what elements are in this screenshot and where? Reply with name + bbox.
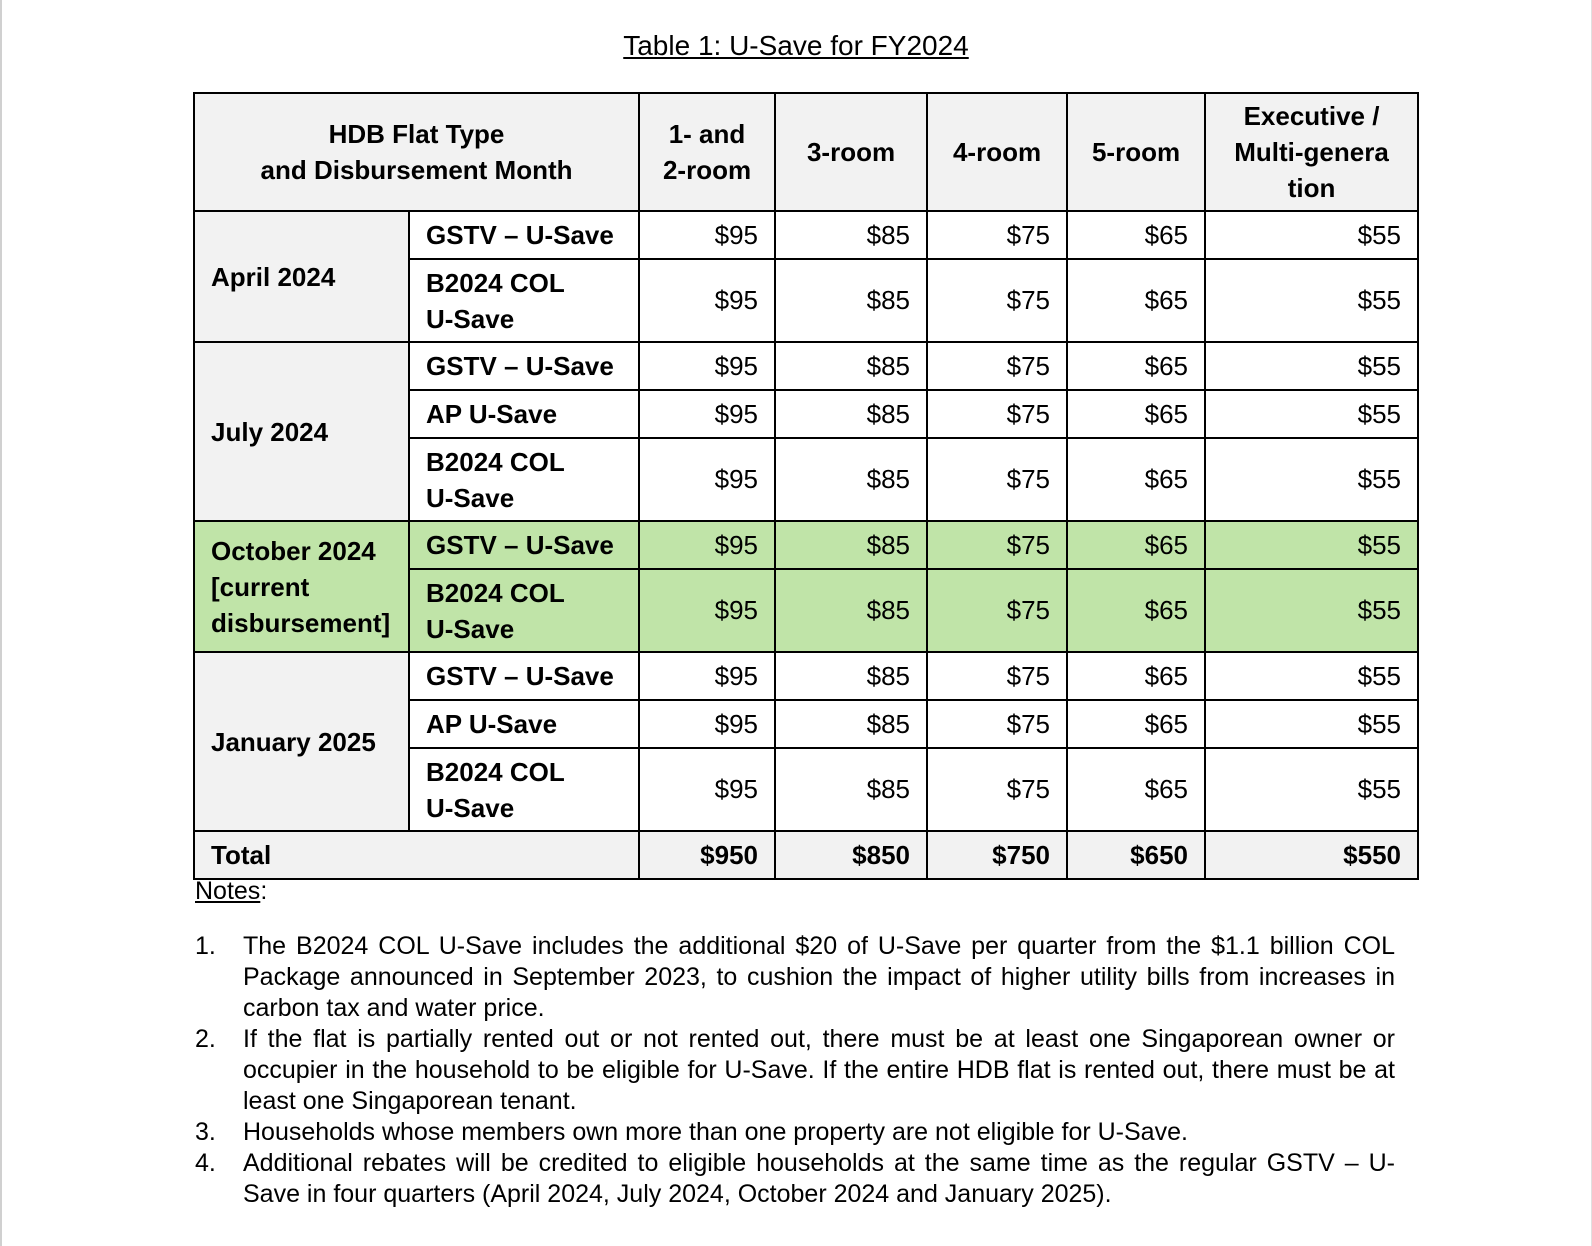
header-col-5-line2: Multi-genera xyxy=(1234,137,1389,167)
component-line2: U-Save xyxy=(426,613,515,644)
note-text: Additional rebates will be credited to eligible households at the same time as the regular GSTV – U-Save in four quarters (April 2024, July 2024, October 2024 and January 2025). xyxy=(243,1149,1395,1208)
component-cell: GSTV – U-Save xyxy=(409,521,639,569)
value-cell: $55 xyxy=(1205,211,1418,259)
month-cell-april-2024 xyxy=(194,211,409,342)
value-cell: $75 xyxy=(927,748,1067,831)
header-col-3-room xyxy=(775,93,927,211)
table-title: Table 1: U-Save for FY2024 xyxy=(623,30,969,61)
total-value-cell: $550 xyxy=(1205,831,1418,879)
component-line2: U-Save xyxy=(426,482,515,513)
value-cell: $85 xyxy=(775,521,927,569)
value-cell: $85 xyxy=(775,569,927,652)
value-cell: $55 xyxy=(1205,569,1418,652)
value-cell: $75 xyxy=(927,438,1067,521)
component-line1: B2024 COL xyxy=(426,446,565,477)
value-cell: $75 xyxy=(927,521,1067,569)
component-line1: B2024 COL xyxy=(426,577,565,608)
month-label: October 2024 xyxy=(211,535,376,566)
header-col-3-line1: 4-room xyxy=(952,137,1042,167)
notes-heading-wrap xyxy=(195,876,1395,907)
value-cell: $95 xyxy=(639,211,775,259)
note-number: 1. xyxy=(195,932,216,960)
notes-section xyxy=(195,876,1395,1210)
value-cell: $85 xyxy=(775,700,927,748)
value-cell: $65 xyxy=(1067,652,1205,700)
header-col-1-2-room xyxy=(639,93,775,211)
notes-heading-colon: : xyxy=(260,877,268,905)
component-cell: GSTV – U-Save xyxy=(409,211,639,259)
value-cell: $95 xyxy=(639,390,775,438)
note-item xyxy=(195,1117,1395,1148)
header-col-1-line2: 2-room xyxy=(662,155,752,185)
value-cell: $55 xyxy=(1205,342,1418,390)
header-flat-type-line1: HDB Flat Type xyxy=(328,119,505,149)
note-item xyxy=(195,1148,1395,1210)
table-row-current xyxy=(194,521,1418,569)
header-flat-type xyxy=(194,93,639,211)
total-row xyxy=(194,831,1418,879)
total-value-cell: $850 xyxy=(775,831,927,879)
component-line1: B2024 COL xyxy=(426,267,565,298)
component-cell: GSTV – U-Save xyxy=(409,342,639,390)
value-cell: $75 xyxy=(927,211,1067,259)
value-cell: $95 xyxy=(639,700,775,748)
value-cell: $55 xyxy=(1205,700,1418,748)
header-col-5-line1: Executive / xyxy=(1243,101,1380,131)
value-cell: $85 xyxy=(775,211,927,259)
total-value-cell: $950 xyxy=(639,831,775,879)
value-cell: $55 xyxy=(1205,521,1418,569)
component-cell xyxy=(409,569,639,652)
notes-heading: Notes xyxy=(195,877,261,905)
value-cell: $65 xyxy=(1067,748,1205,831)
component-cell: GSTV – U-Save xyxy=(409,652,639,700)
value-cell: $65 xyxy=(1067,438,1205,521)
component-cell xyxy=(409,438,639,521)
value-cell: $95 xyxy=(639,521,775,569)
note-number: 4. xyxy=(195,1149,216,1177)
value-cell: $85 xyxy=(775,390,927,438)
note-text: The B2024 COL U-Save includes the additional $20 of U-Save per quarter from the $1.1 billion COL Package announced in September 2023, to cushion the impact of higher utility bills from increases in carbon tax and water price. xyxy=(243,932,1395,1022)
header-col-4-line1: 5-room xyxy=(1091,137,1181,167)
table-row xyxy=(194,211,1418,259)
header-col-2-line1: 3-room xyxy=(806,137,896,167)
note-item xyxy=(195,931,1395,1024)
value-cell: $55 xyxy=(1205,438,1418,521)
note-number: 2. xyxy=(195,1025,216,1053)
total-value-cell: $750 xyxy=(927,831,1067,879)
value-cell: $75 xyxy=(927,390,1067,438)
component-cell: AP U-Save xyxy=(409,700,639,748)
value-cell: $85 xyxy=(775,438,927,521)
note-text: Households whose members own more than one property are not eligible for U-Save. xyxy=(243,1118,1188,1146)
value-cell: $65 xyxy=(1067,390,1205,438)
header-col-4-room xyxy=(927,93,1067,211)
component-cell xyxy=(409,259,639,342)
value-cell: $65 xyxy=(1067,211,1205,259)
table-row xyxy=(194,342,1418,390)
header-col-1-line1: 1- and xyxy=(668,119,746,149)
value-cell: $95 xyxy=(639,748,775,831)
month-cell-october-2024 xyxy=(194,521,409,652)
value-cell: $55 xyxy=(1205,748,1418,831)
value-cell: $55 xyxy=(1205,390,1418,438)
value-cell: $75 xyxy=(927,700,1067,748)
note-text: If the flat is partially rented out or not rented out, there must be at least one Singaporean owner or occupier in the household to be eligible for U-Save. If the entire HDB flat is rented out, there must be at least one Singaporean tenant. xyxy=(243,1025,1395,1115)
header-col-5-line3: tion xyxy=(1287,173,1336,203)
value-cell: $95 xyxy=(639,569,775,652)
value-cell: $65 xyxy=(1067,569,1205,652)
value-cell: $95 xyxy=(639,438,775,521)
month-label-line2: [current xyxy=(211,571,310,602)
page-left-edge xyxy=(0,0,2,1246)
total-value-cell: $650 xyxy=(1067,831,1205,879)
value-cell: $95 xyxy=(639,259,775,342)
month-cell-july-2024 xyxy=(194,342,409,521)
table-row xyxy=(194,652,1418,700)
value-cell: $75 xyxy=(927,342,1067,390)
notes-list xyxy=(195,931,1395,1210)
value-cell: $95 xyxy=(639,342,775,390)
value-cell: $65 xyxy=(1067,342,1205,390)
month-label: April 2024 xyxy=(211,261,336,292)
value-cell: $95 xyxy=(639,652,775,700)
month-label: January 2025 xyxy=(211,726,376,757)
header-flat-type-line2: and Disbursement Month xyxy=(260,155,573,185)
value-cell: $75 xyxy=(927,569,1067,652)
value-cell: $55 xyxy=(1205,259,1418,342)
header-col-5-room xyxy=(1067,93,1205,211)
note-number: 3. xyxy=(195,1118,216,1146)
total-label: Total xyxy=(194,831,639,879)
header-col-executive xyxy=(1205,93,1418,211)
usave-table xyxy=(193,92,1419,880)
component-cell xyxy=(409,748,639,831)
value-cell: $85 xyxy=(775,748,927,831)
month-cell-january-2025 xyxy=(194,652,409,831)
value-cell: $75 xyxy=(927,652,1067,700)
component-cell: AP U-Save xyxy=(409,390,639,438)
value-cell: $75 xyxy=(927,259,1067,342)
header-row xyxy=(194,93,1418,211)
note-item xyxy=(195,1024,1395,1117)
value-cell: $85 xyxy=(775,652,927,700)
month-label-line3: disbursement] xyxy=(211,607,391,638)
value-cell: $65 xyxy=(1067,700,1205,748)
month-label: July 2024 xyxy=(211,416,329,447)
component-line2: U-Save xyxy=(426,303,515,334)
value-cell: $85 xyxy=(775,342,927,390)
value-cell: $65 xyxy=(1067,521,1205,569)
value-cell: $55 xyxy=(1205,652,1418,700)
value-cell: $65 xyxy=(1067,259,1205,342)
component-line2: U-Save xyxy=(426,792,515,823)
value-cell: $85 xyxy=(775,259,927,342)
component-line1: B2024 COL xyxy=(426,756,565,787)
